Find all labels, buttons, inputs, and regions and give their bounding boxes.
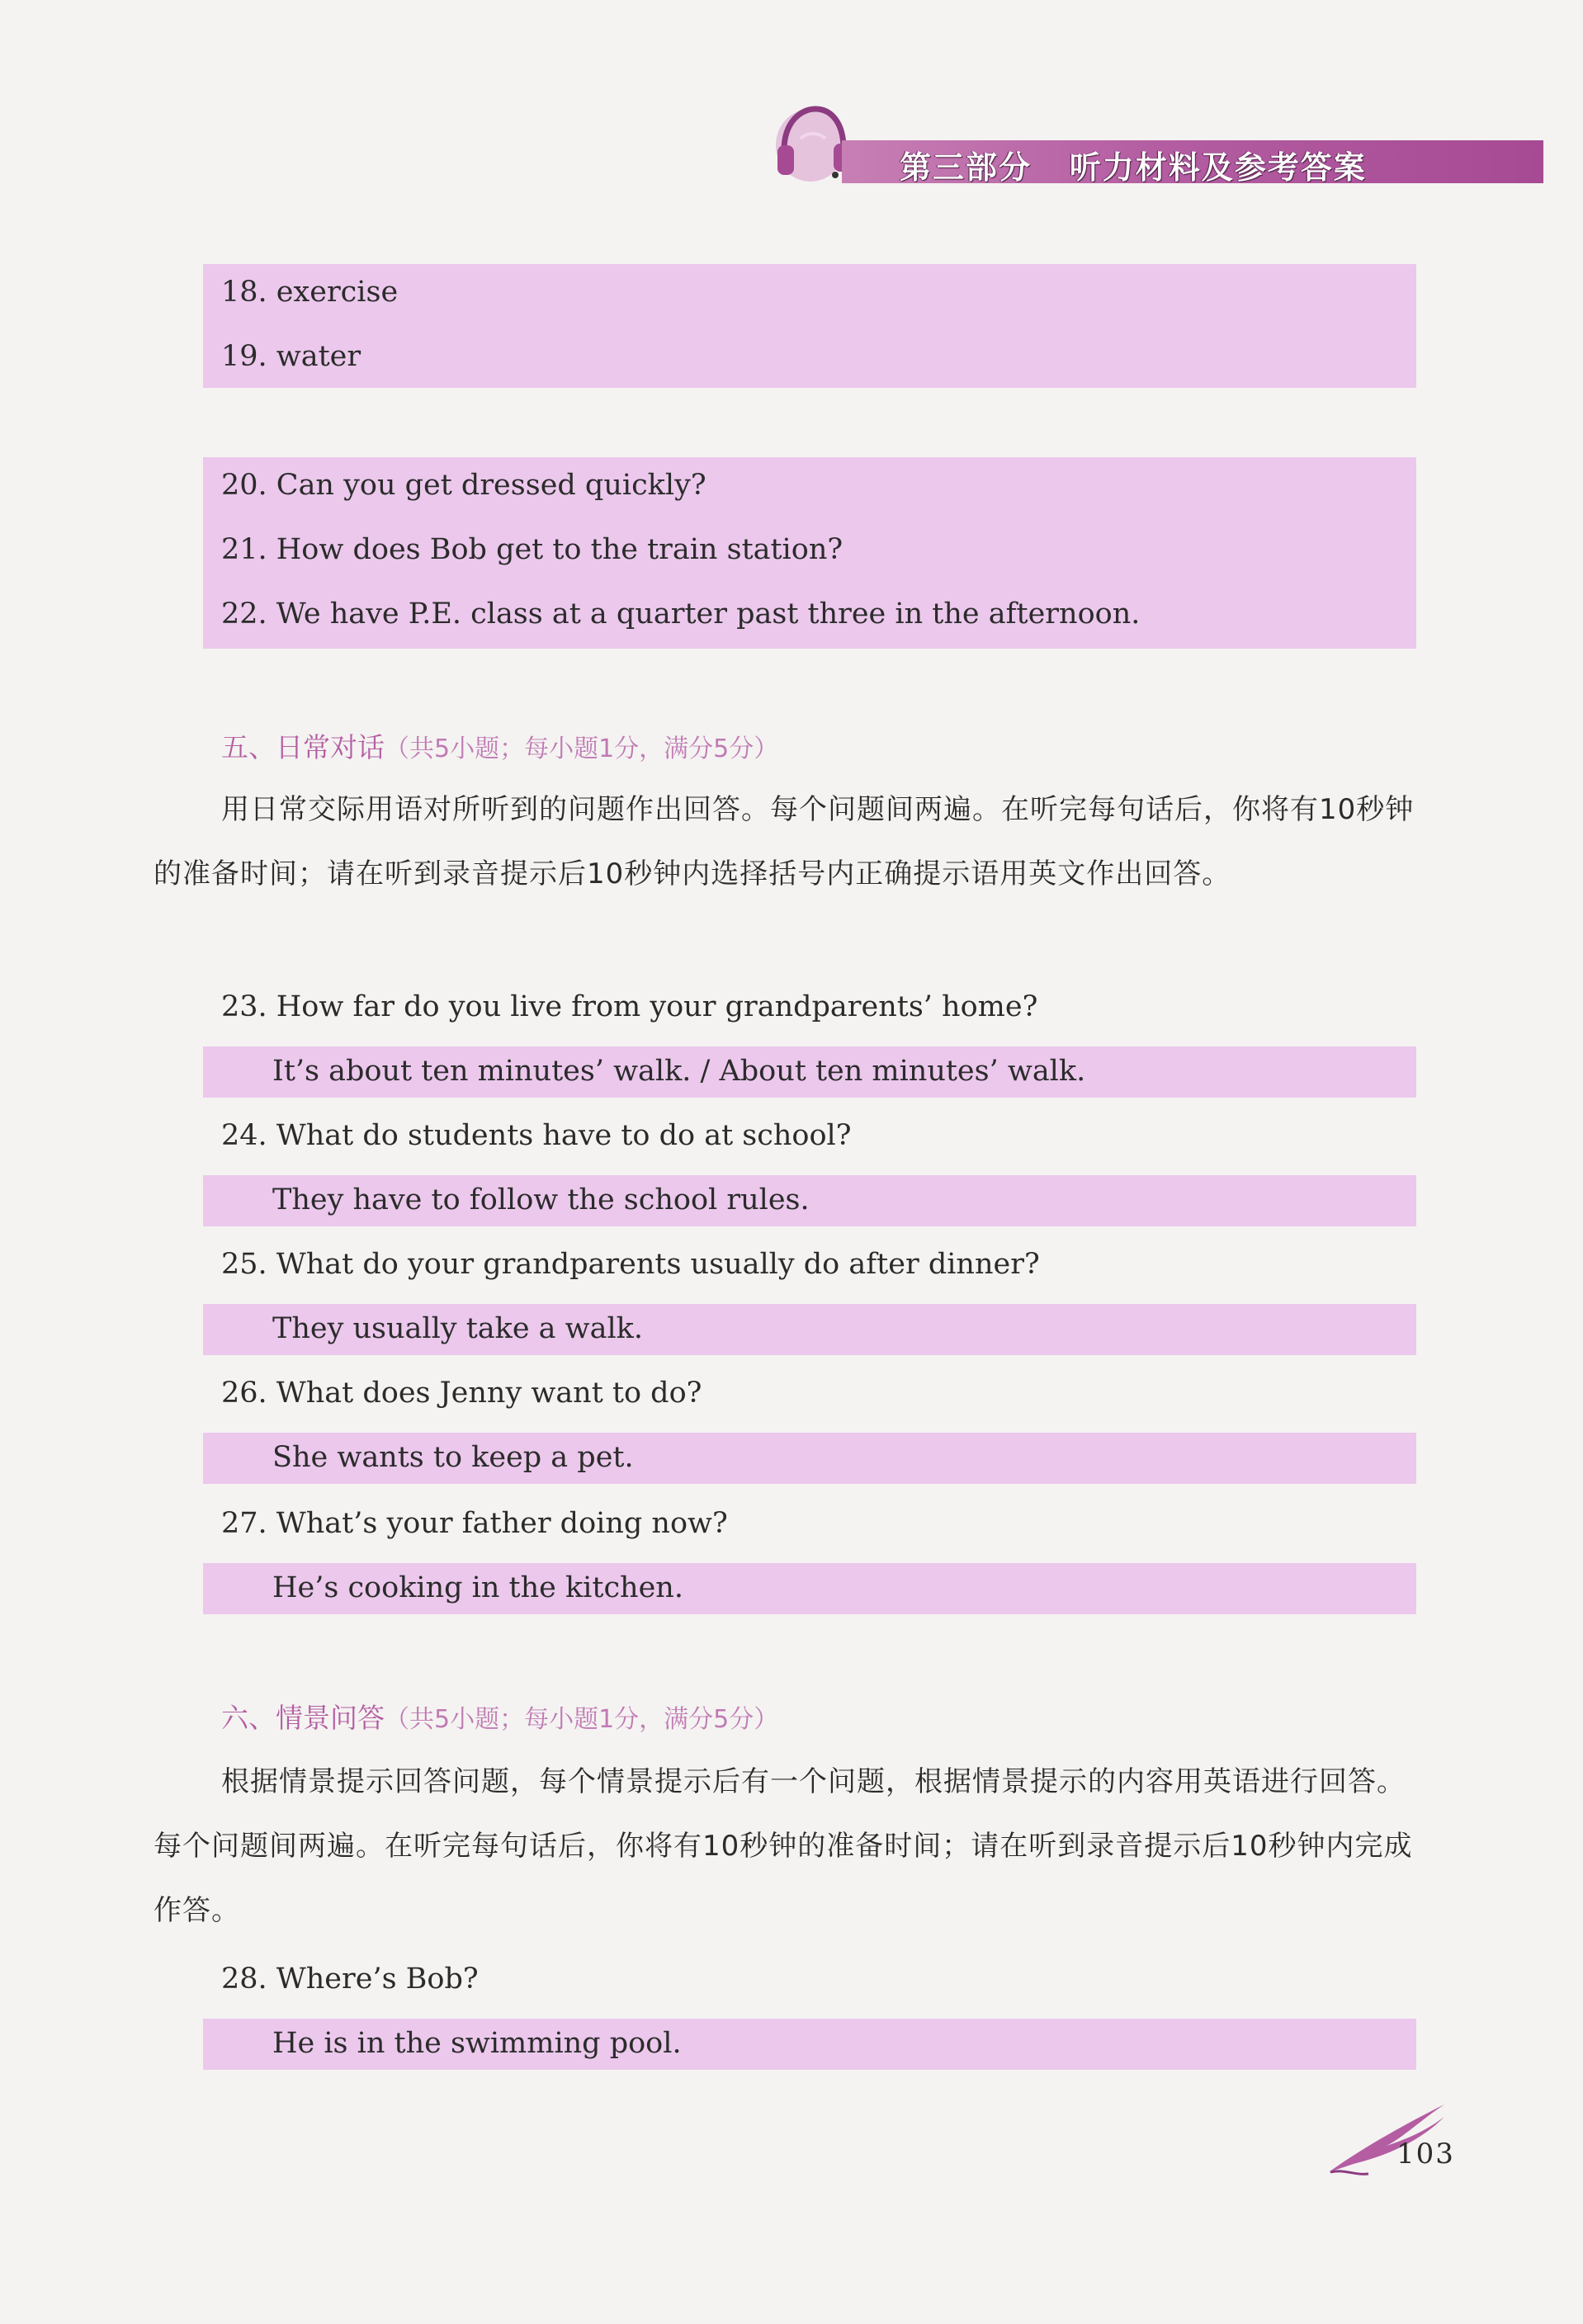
answer-block-18-19 bbox=[203, 264, 1416, 388]
section5-title: 五、日常对话 bbox=[221, 731, 385, 763]
page-footer bbox=[1321, 2096, 1486, 2187]
answer-24 bbox=[203, 1175, 1416, 1226]
answer-line: 18. exercise bbox=[221, 276, 399, 309]
question-24: 24. What do students have to do at school? bbox=[221, 1119, 852, 1152]
section6-title: 六、情景问答 bbox=[221, 1702, 385, 1734]
section5-instructions: 用日常交际用语对所听到的问题作出回答。每个问题间两遍。在听完每句话后，你将有10秒钟的准备时间；请在听到录音提示后10秒钟内选择括号内正确提示语用英文作出回答。 bbox=[154, 793, 1415, 890]
answer-text: He’s cooking in the kitchen. bbox=[272, 1571, 683, 1604]
answer-23 bbox=[203, 1046, 1416, 1098]
question-23: 23. How far do you live from your grandparents’ home? bbox=[221, 990, 1038, 1023]
answer-text: She wants to keep a pet. bbox=[272, 1441, 634, 1474]
question-28: 28. Where’s Bob? bbox=[221, 1963, 479, 1996]
answer-line: 20. Can you get dressed quickly? bbox=[221, 469, 706, 502]
answer-text: They have to follow the school rules. bbox=[272, 1183, 810, 1216]
question-26: 26. What does Jenny want to do? bbox=[221, 1377, 702, 1410]
header-dot bbox=[832, 172, 839, 178]
page-number: 103 bbox=[1396, 2137, 1455, 2170]
answer-26 bbox=[203, 1433, 1416, 1484]
answer-text: It’s about ten minutes’ walk. / About ten minutes’ walk. bbox=[272, 1055, 1086, 1088]
question-27: 27. What’s your father doing now? bbox=[221, 1507, 728, 1540]
answer-line: 21. How does Bob get to the train station? bbox=[221, 533, 843, 566]
answer-25 bbox=[203, 1304, 1416, 1355]
answer-line: 22. We have P.E. class at a quarter past three in the afternoon. bbox=[221, 598, 1141, 631]
section5-heading bbox=[221, 731, 778, 766]
answer-28 bbox=[203, 2019, 1416, 2070]
answer-text: They usually take a walk. bbox=[272, 1312, 644, 1345]
section6-instructions: 根据情景提示回答问题，每个情景提示后有一个问题，根据情景提示的内容用英语进行回答。每个问题间两遍。在听完每句话后，你将有10秒钟的准备时间；请在听到录音提示后10秒钟内完成作答。 bbox=[154, 1765, 1413, 1927]
answer-27 bbox=[203, 1563, 1416, 1614]
section6-note: （共5小题；每小题1分，满分5分） bbox=[385, 1705, 779, 1734]
answer-block-20-22 bbox=[203, 457, 1416, 649]
answer-line: 19. water bbox=[221, 340, 361, 373]
section5-note: （共5小题；每小题1分，满分5分） bbox=[385, 735, 779, 763]
page-header bbox=[768, 97, 1543, 186]
question-25: 25. What do your grandparents usually do after dinner? bbox=[221, 1248, 1040, 1281]
section6-heading bbox=[221, 1702, 778, 1736]
header-section: 第三部分 bbox=[900, 149, 1032, 186]
header-title bbox=[900, 142, 1367, 187]
header-title-text: 听力材料及参考答案 bbox=[1069, 149, 1367, 186]
answer-text: He is in the swimming pool. bbox=[272, 2027, 682, 2060]
